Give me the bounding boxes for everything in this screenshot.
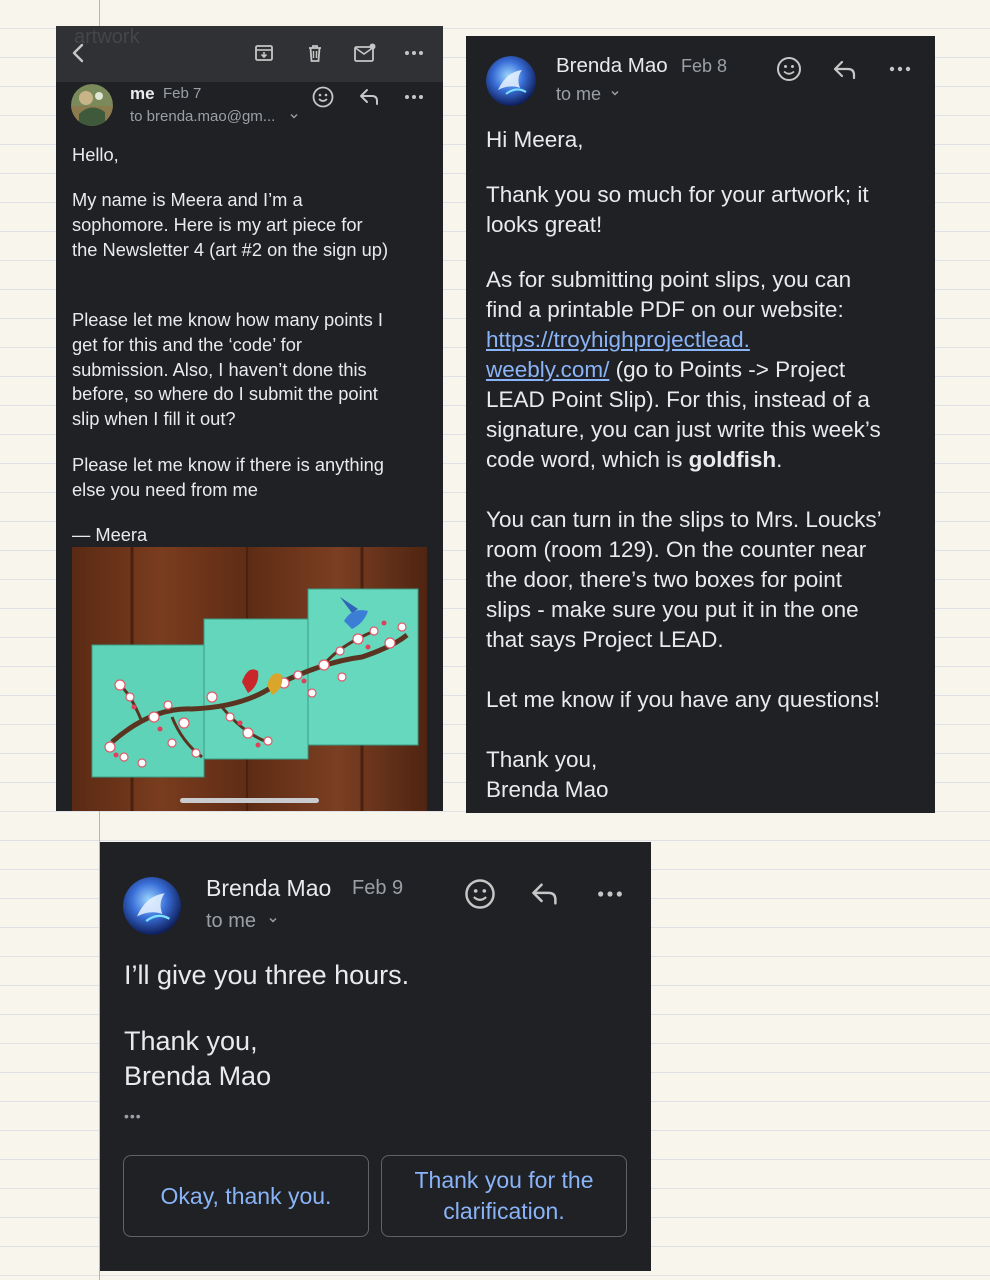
sender-name: me xyxy=(130,84,155,103)
reply-icon[interactable] xyxy=(530,880,560,913)
chevron-down-icon[interactable] xyxy=(609,86,621,104)
body-line: the Newsletter 4 (art #2 on the sign up) xyxy=(72,238,389,260)
signoff: — Meera xyxy=(72,524,148,545)
body-text: (go to Points -> Project xyxy=(609,357,846,382)
body-line: Please let me know if there is anything xyxy=(72,454,384,475)
emoji-icon[interactable] xyxy=(464,878,496,915)
email-screenshot-1 xyxy=(56,26,443,811)
body-line: LEAD Point Slip). For this, instead of a xyxy=(486,387,870,412)
sender-name: Brenda Mao xyxy=(556,54,668,77)
smart-reply-chip[interactable]: Thank you for the clarification. xyxy=(381,1155,627,1237)
greeting: Hello, xyxy=(72,144,119,165)
body-line: find a printable PDF on our website: xyxy=(486,297,844,322)
message-text: I’ll give you three hours. xyxy=(124,960,410,990)
paragraph xyxy=(486,265,926,475)
closing: Thank you, xyxy=(486,747,598,772)
body-text: code word, which is xyxy=(486,447,689,472)
closing: Thank you, xyxy=(124,1026,258,1056)
greeting: Hi Meera, xyxy=(486,127,584,152)
website-link[interactable]: weebly.com/ xyxy=(486,357,610,382)
paragraph xyxy=(486,505,926,655)
paragraph: Let me know if you have any questions! xyxy=(486,687,880,712)
body-line: the door, there’s two boxes for point xyxy=(486,567,843,592)
body-line: that says Project LEAD. xyxy=(486,627,724,652)
website-link[interactable]: https://troyhighprojectlead. xyxy=(486,327,750,352)
emoji-icon[interactable] xyxy=(776,56,802,87)
delete-icon[interactable] xyxy=(305,43,325,63)
recipient-line[interactable]: to me xyxy=(556,84,602,104)
smart-reply-chip[interactable]: Okay, thank you. xyxy=(123,1155,369,1237)
more-icon[interactable] xyxy=(888,59,912,84)
paragraph xyxy=(72,453,384,503)
body-line: My name is Meera and I’m a xyxy=(72,189,303,210)
show-trimmed-content-button[interactable]: ••• xyxy=(124,1108,142,1124)
recipient-line[interactable]: to brenda.mao@gm... xyxy=(130,108,276,125)
body-line: slip when I fill it out? xyxy=(72,408,236,430)
reply-icon[interactable] xyxy=(358,87,380,112)
code-word: goldfish xyxy=(688,447,777,472)
email-date: Feb 9 xyxy=(352,877,404,899)
email-date: Feb 7 xyxy=(163,85,202,102)
body-line: signature, you can just write this week’s xyxy=(486,417,881,442)
more-icon[interactable] xyxy=(596,882,624,911)
scrolled-subject-ghost: artwork xyxy=(74,26,140,48)
sender-avatar[interactable] xyxy=(123,877,181,935)
body-line: As for submitting point slips, you can xyxy=(486,267,852,292)
body-line: looks great! xyxy=(486,212,603,237)
body-line: submission. Also, I haven’t done this xyxy=(72,358,367,380)
chevron-down-icon[interactable] xyxy=(289,108,299,126)
mark-unread-icon[interactable] xyxy=(353,42,377,64)
body-line: else you need from me xyxy=(72,478,258,500)
more-icon[interactable] xyxy=(403,87,425,112)
email-screenshot-2 xyxy=(466,36,935,813)
paragraph xyxy=(72,188,388,262)
body-line: Please let me know how many points I xyxy=(72,309,383,330)
body-line: slips - make sure you put it in the one xyxy=(486,597,859,622)
body-line: before, so where do I submit the point xyxy=(72,383,378,405)
body-text: . xyxy=(776,447,783,472)
sender-name: Brenda Mao xyxy=(206,875,332,901)
sender-avatar[interactable] xyxy=(486,56,536,106)
home-indicator xyxy=(180,798,319,803)
body-line: room (room 129). On the counter near xyxy=(486,537,867,562)
attached-artwork-image[interactable] xyxy=(72,547,427,811)
paragraph xyxy=(486,180,926,240)
back-icon[interactable] xyxy=(68,42,90,64)
body-line: Thank you so much for your artwork; it xyxy=(486,182,869,207)
sender-avatar[interactable] xyxy=(71,84,113,126)
archive-icon[interactable] xyxy=(254,43,274,63)
body-line: sophomore. Here is my art piece for xyxy=(72,213,363,235)
signature: Brenda Mao xyxy=(486,777,609,802)
emoji-icon[interactable] xyxy=(312,86,334,113)
email-screenshot-3 xyxy=(100,842,651,1271)
body-line: get for this and the ‘code’ for xyxy=(72,333,303,355)
signature: Brenda Mao xyxy=(124,1061,272,1091)
recipient-line[interactable]: to me xyxy=(206,910,257,932)
body-line: You can turn in the slips to Mrs. Loucks’ xyxy=(486,507,882,532)
paragraph xyxy=(72,308,383,432)
email-toolbar xyxy=(56,26,443,82)
reply-icon[interactable] xyxy=(832,58,858,87)
more-icon[interactable] xyxy=(403,43,425,63)
email-date: Feb 8 xyxy=(681,56,728,76)
chevron-down-icon[interactable] xyxy=(267,913,279,931)
